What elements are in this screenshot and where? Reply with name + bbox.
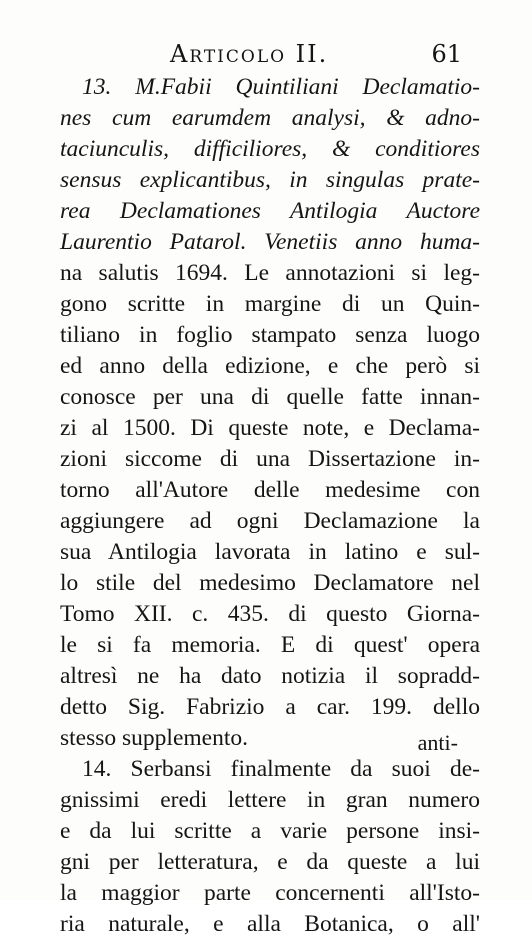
text-line: conosce per una di quelle fatte innan-: [60, 384, 480, 410]
text-line: lo stile del medesimo Declamatore nel: [60, 570, 480, 596]
text-line: gni per letteratura, e da queste a lui: [60, 849, 480, 875]
text-line: tiliano in foglio stampato senza luogo: [60, 322, 480, 348]
text-line: detto Sig. Fabrizio a car. 199. dello: [60, 694, 480, 720]
text-line: le si fa memoria. E di quest' opera: [60, 632, 480, 658]
text-line: Laurentio Patarol. Venetiis anno huma-: [60, 229, 480, 255]
text-line: 14. Serbansi finalmente da suoi de-: [82, 756, 480, 782]
text-line: gono scritte in margine di un Quin-: [60, 291, 480, 317]
running-head: [60, 40, 480, 74]
text-line: zi al 1500. Di queste note, e Declama-: [60, 415, 480, 441]
running-title: Articolo II.: [170, 40, 329, 68]
text-line: zioni siccome di una Dissertazione in-: [60, 446, 480, 472]
text-line: e da lui scritte a varie persone insi-: [60, 818, 480, 844]
text-line: ed anno della edizione, e che però si: [60, 353, 480, 379]
text-line: altresì ne ha dato notizia il sopradd-: [60, 663, 480, 689]
text-line: 13. M.Fabii Quintiliani Declamatio-: [82, 74, 480, 100]
text-line: la maggior parte concernenti all'Isto-: [60, 880, 480, 906]
page-number: 61: [431, 40, 462, 68]
text-line: Tomo XII. c. 435. di questo Giorna-: [60, 601, 480, 627]
text-line: rea Declamationes Antilogia Auctore: [60, 198, 480, 224]
catchword: anti-: [417, 730, 458, 755]
text-line: aggiungere ad ogni Declamazione la: [60, 508, 480, 534]
text-line: nes cum earumdem analysi, & adno-: [60, 105, 480, 131]
text-line: stesso supplemento.: [60, 725, 248, 751]
text-line: taciunculis, difficiliores, & conditiores: [60, 136, 480, 162]
body-text: [60, 72, 480, 940]
text-line: torno all'Autore delle medesime con: [60, 477, 480, 503]
text-line: sua Antilogia lavorata in latino e sul-: [60, 539, 480, 565]
text-line: gnissimi eredi lettere in gran numero: [60, 787, 480, 813]
text-line: na salutis 1694. Le annotazioni si leg-: [60, 260, 480, 286]
text-line: ria naturale, e alla Botanica, o all': [60, 911, 480, 937]
text-line: sensus explicantibus, in singulas prate-: [60, 167, 480, 193]
